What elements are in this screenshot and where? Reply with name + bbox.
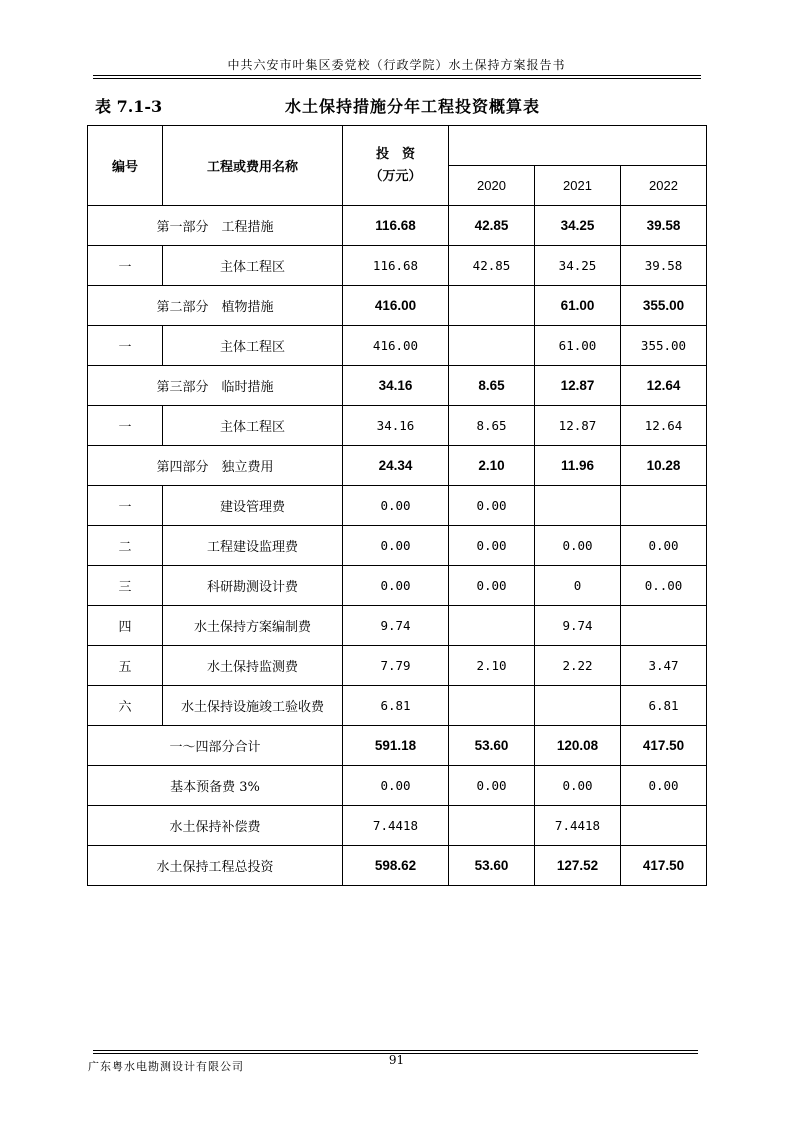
table-row	[88, 406, 707, 446]
row-name: 第一部分 工程措施	[88, 206, 343, 246]
column-header-2022: 2022	[621, 166, 707, 206]
row-2020: 2.10	[449, 446, 535, 486]
column-header-id: 编号	[88, 126, 163, 206]
investment-unit: （万元）	[369, 168, 422, 184]
row-total: 0.00	[343, 486, 449, 526]
row-total: 598.62	[343, 846, 449, 886]
years-group-header	[449, 126, 707, 166]
row-2022: 3.47	[621, 646, 707, 686]
table-section-row	[88, 366, 707, 406]
page-number: 91	[388, 1053, 405, 1067]
row-2021: 120.08	[535, 726, 621, 766]
row-name: 水土保持方案编制费	[163, 606, 343, 646]
column-header-investment	[343, 126, 449, 206]
row-id: 一	[88, 246, 163, 286]
row-name: 第四部分 独立费用	[88, 446, 343, 486]
row-total: 7.79	[343, 646, 449, 686]
table-row	[88, 646, 707, 686]
row-id: 一	[88, 406, 163, 446]
table-section-row	[88, 286, 707, 326]
row-name: 第二部分 植物措施	[88, 286, 343, 326]
table-header-row	[88, 126, 707, 166]
row-name: 一～四部分合计	[88, 726, 343, 766]
column-header-2021: 2021	[535, 166, 621, 206]
row-2020	[449, 686, 535, 726]
row-2021	[535, 486, 621, 526]
row-name: 水土保持监测费	[163, 646, 343, 686]
row-total: 7.4418	[343, 806, 449, 846]
row-2021: 7.4418	[535, 806, 621, 846]
row-name: 科研勘测设计费	[163, 566, 343, 606]
page-header-title: 中共六安市叶集区委党校（行政学院）水土保持方案报告书	[227, 58, 566, 72]
row-name: 水土保持设施竣工验收费	[163, 686, 343, 726]
row-name: 基本预备费 3%	[88, 766, 343, 806]
row-total: 34.16	[343, 406, 449, 446]
row-2022: 39.58	[621, 246, 707, 286]
row-name: 建设管理费	[163, 486, 343, 526]
table-row	[88, 566, 707, 606]
row-2021: 9.74	[535, 606, 621, 646]
row-id: 六	[88, 686, 163, 726]
row-2020: 0.00	[449, 526, 535, 566]
table-number: 表 7.1-3	[95, 97, 163, 116]
row-name: 第三部分 临时措施	[88, 366, 343, 406]
row-2022: 10.28	[621, 446, 707, 486]
row-2021: 61.00	[535, 326, 621, 366]
row-2021: 127.52	[535, 846, 621, 886]
table-row	[88, 246, 707, 286]
row-2022: 417.50	[621, 726, 707, 766]
row-2022: 355.00	[621, 326, 707, 366]
row-name: 工程建设监理费	[163, 526, 343, 566]
row-2021: 0.00	[535, 766, 621, 806]
row-total: 116.68	[343, 246, 449, 286]
row-2022: 12.64	[621, 366, 707, 406]
row-2021: 34.25	[535, 246, 621, 286]
row-name: 主体工程区	[163, 246, 343, 286]
investment-label: 投 资	[375, 146, 415, 162]
row-2020: 2.10	[449, 646, 535, 686]
row-name: 水土保持补偿费	[88, 806, 343, 846]
row-name: 主体工程区	[163, 406, 343, 446]
investment-table	[87, 125, 707, 886]
row-id: 五	[88, 646, 163, 686]
footer-divider-thin	[93, 1050, 698, 1051]
row-2022: 12.64	[621, 406, 707, 446]
header-divider	[93, 75, 701, 76]
row-2022: 417.50	[621, 846, 707, 886]
table-section-row	[88, 726, 707, 766]
row-2022: 0.00	[621, 526, 707, 566]
table-title: 水土保持措施分年工程投资概算表	[285, 97, 541, 116]
row-2020: 42.85	[449, 206, 535, 246]
row-2021: 61.00	[535, 286, 621, 326]
row-2020: 53.60	[449, 846, 535, 886]
table-row	[88, 806, 707, 846]
row-2021: 12.87	[535, 366, 621, 406]
table-row	[88, 326, 707, 366]
row-total: 0.00	[343, 766, 449, 806]
table-section-row	[88, 206, 707, 246]
row-2020: 8.65	[449, 366, 535, 406]
row-2020	[449, 286, 535, 326]
column-header-2020: 2020	[449, 166, 535, 206]
row-total: 6.81	[343, 686, 449, 726]
row-2022: 0..00	[621, 566, 707, 606]
row-2020: 53.60	[449, 726, 535, 766]
column-header-name: 工程或费用名称	[163, 126, 343, 206]
row-id: 三	[88, 566, 163, 606]
table-row	[88, 526, 707, 566]
row-total: 416.00	[343, 326, 449, 366]
row-2020: 42.85	[449, 246, 535, 286]
row-total: 416.00	[343, 286, 449, 326]
row-2021: 0.00	[535, 526, 621, 566]
row-total: 116.68	[343, 206, 449, 246]
row-2020: 8.65	[449, 406, 535, 446]
row-total: 0.00	[343, 526, 449, 566]
row-2022	[621, 606, 707, 646]
row-name: 水土保持工程总投资	[88, 846, 343, 886]
row-total: 0.00	[343, 566, 449, 606]
row-2020	[449, 606, 535, 646]
row-2021: 34.25	[535, 206, 621, 246]
row-2022: 6.81	[621, 686, 707, 726]
table-section-row	[88, 446, 707, 486]
header-divider-thin	[93, 78, 701, 79]
row-2021	[535, 686, 621, 726]
row-2020: 0.00	[449, 766, 535, 806]
row-id: 一	[88, 326, 163, 366]
row-2020: 0.00	[449, 566, 535, 606]
row-2020	[449, 326, 535, 366]
row-2020	[449, 806, 535, 846]
row-2022	[621, 806, 707, 846]
row-2021: 12.87	[535, 406, 621, 446]
row-id: 二	[88, 526, 163, 566]
row-2022: 39.58	[621, 206, 707, 246]
row-total: 34.16	[343, 366, 449, 406]
row-2022: 0.00	[621, 766, 707, 806]
row-id: 一	[88, 486, 163, 526]
table-row	[88, 686, 707, 726]
table-row	[88, 606, 707, 646]
table-section-row	[88, 846, 707, 886]
row-2020: 0.00	[449, 486, 535, 526]
row-2022: 355.00	[621, 286, 707, 326]
row-2021: 0	[535, 566, 621, 606]
row-name: 主体工程区	[163, 326, 343, 366]
row-total: 9.74	[343, 606, 449, 646]
table-row	[88, 766, 707, 806]
row-total: 591.18	[343, 726, 449, 766]
table-row	[88, 486, 707, 526]
row-2022	[621, 486, 707, 526]
footer-company: 广东粤水电勘测设计有限公司	[88, 1060, 244, 1073]
row-id: 四	[88, 606, 163, 646]
row-total: 24.34	[343, 446, 449, 486]
row-2021: 11.96	[535, 446, 621, 486]
row-2021: 2.22	[535, 646, 621, 686]
